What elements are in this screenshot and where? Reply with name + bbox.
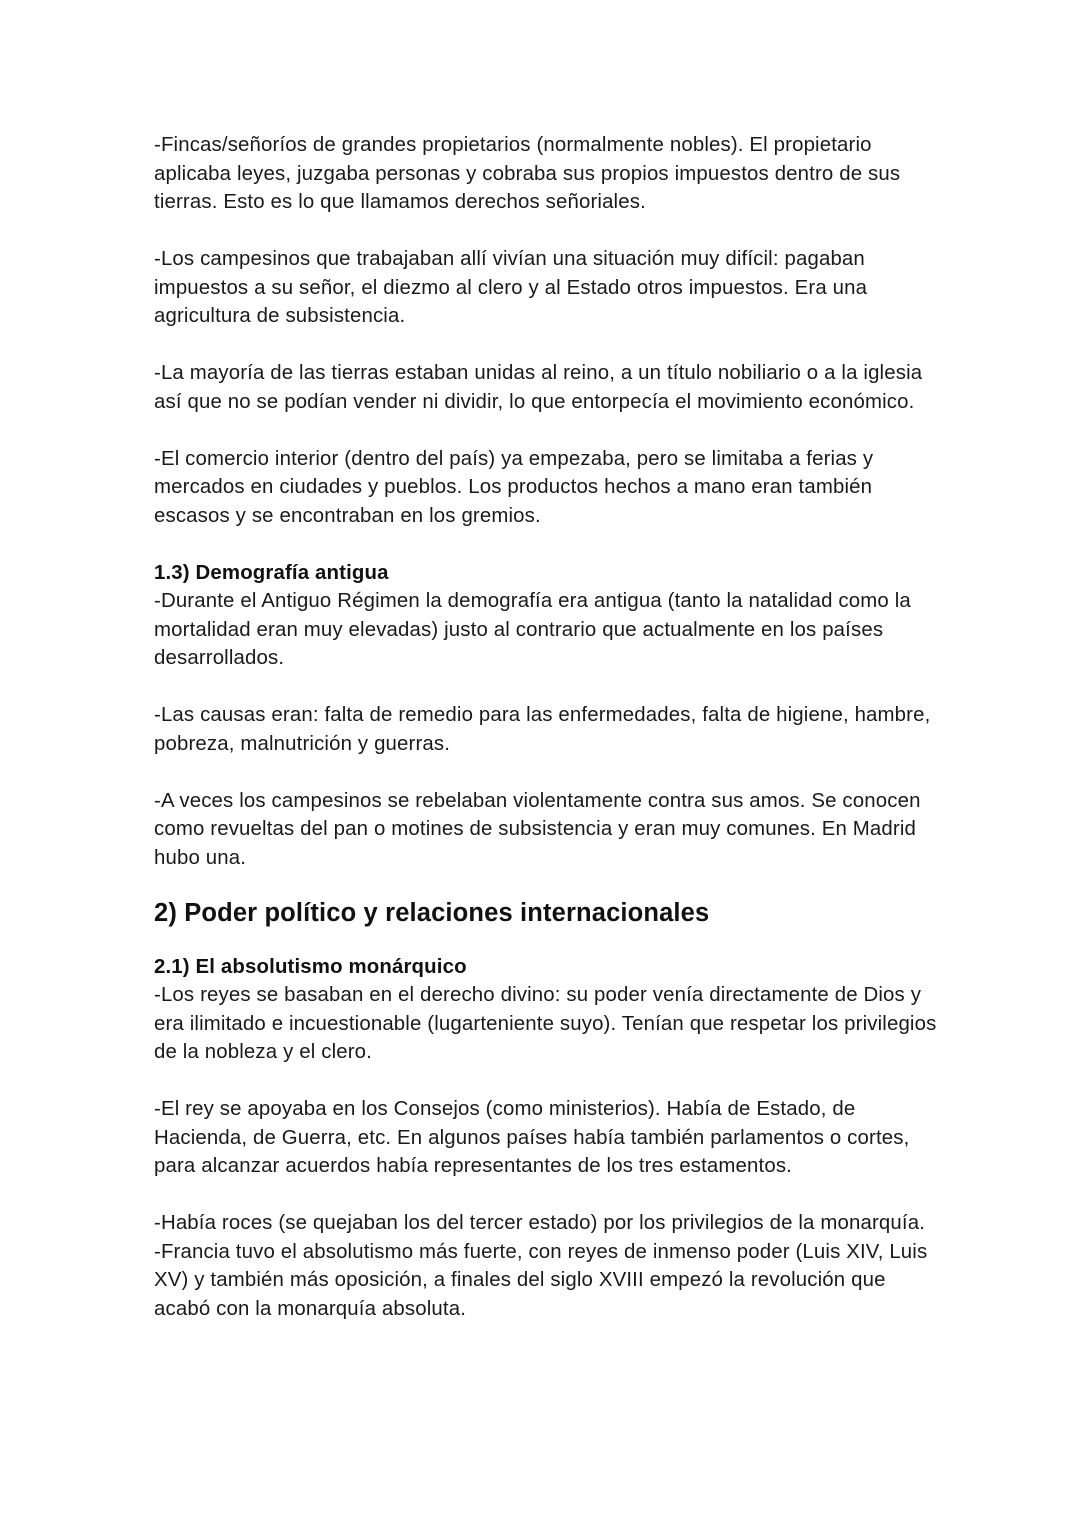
document-page xyxy=(154,131,944,1323)
paragraph-derecho-divino: -Los reyes se basaban en el derecho divino: su poder venía directamente de Dios y era ilimitado e incuestionable (lugarteniente suyo). Tenían que respetar los privilegios de la nobleza y el clero. xyxy=(154,984,937,1063)
paragraph-comercio: -El comercio interior (dentro del país) ya empezaba, pero se limitaba a ferias y mercados en ciudades y pueblos. Los productos hechos a mano eran también escasos y se encontraban en los gremios. xyxy=(154,447,874,527)
paragraph-fincas: -Fincas/señoríos de grandes propietarios (normalmente nobles). El propietario aplicaba leyes, juzgaba personas y cobraba sus propios impuestos dentro de sus tierras. Esto es lo que llamamos derechos señoriales. xyxy=(154,134,901,213)
paragraph-tierras: -La mayoría de las tierras estaban unidas al reino, a un título nobiliario o a la iglesia así que no se podían vender ni dividir, lo que entorpecía el movimiento económico. xyxy=(154,362,923,413)
paragraph-demografia: -Durante el Antiguo Régimen la demografía era antigua (tanto la natalidad como la mortalidad eran muy elevadas) justo al contrario que actualmente en los países desarrollados. xyxy=(154,590,911,669)
paragraph-consejos: -El rey se apoyaba en los Consejos (como ministerios). Había de Estado, de Hacienda, de Guerra, etc. En algunos países había también parlamentos o cortes, para alcanzar acuerdos había representantes de los tres estamentos. xyxy=(154,1098,910,1177)
paragraph-francia: -Francia tuvo el absolutismo más fuerte, con reyes de inmenso poder (Luis XIV, Luis XV) y también más oposición, a finales del siglo XVIII empezó la revolución que acabó con la monarquía absoluta. xyxy=(154,1240,928,1320)
paragraph-causas: -Las causas eran: falta de remedio para las enfermedades, falta de higiene, hambre, pobreza, malnutrición y guerras. xyxy=(154,704,931,755)
paragraph-revueltas: -A veces los campesinos se rebelaban violentamente contra sus amos. Se conocen como revueltas del pan o motines de subsistencia y eran muy comunes. En Madrid hubo una. xyxy=(154,789,921,869)
subheading-demografia: 1.3) Demografía antigua xyxy=(154,561,389,584)
subheading-absolutismo: 2.1) El absolutismo monárquico xyxy=(154,955,467,978)
section-heading-poder-politico: 2) Poder político y relaciones internacionales xyxy=(154,898,710,927)
paragraph-campesinos: -Los campesinos que trabajaban allí vivían una situación muy difícil: pagaban impuestos a su señor, el diezmo al clero y al Estado otros impuestos. Era una agricultura de subsistencia. xyxy=(154,248,868,327)
paragraph-roces: -Había roces (se quejaban los del tercer estado) por los privilegios de la monarquía. xyxy=(154,1212,926,1234)
